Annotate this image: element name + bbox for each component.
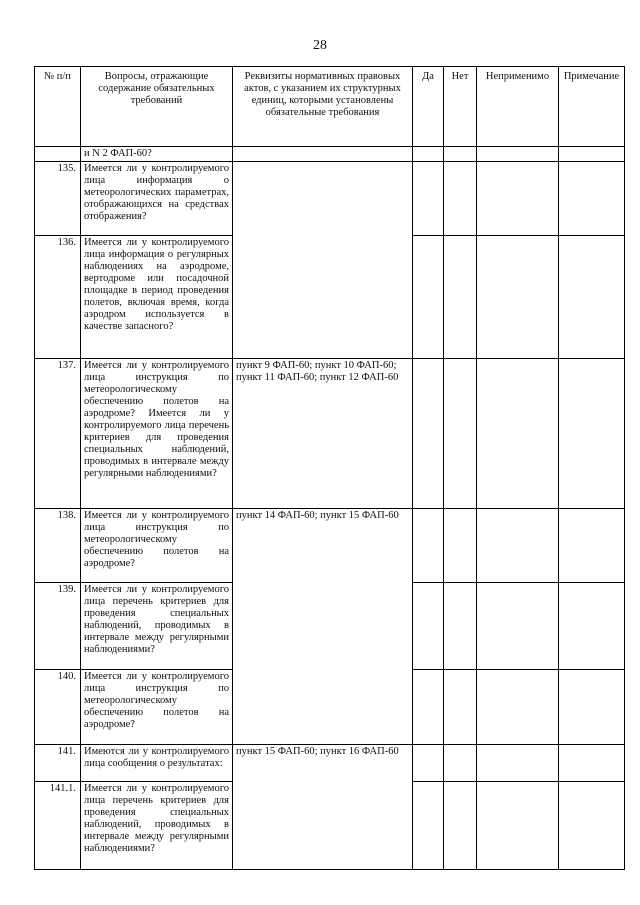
no-cell[interactable] — [444, 236, 477, 359]
no-cell[interactable] — [444, 509, 477, 583]
header-no: Нет — [444, 67, 477, 147]
no-cell[interactable] — [444, 359, 477, 509]
note-cell[interactable] — [559, 745, 625, 782]
yes-cell[interactable] — [413, 745, 444, 782]
row-question: Имеется ли у контролируемого лица инструкция по метеорологическому обеспечению полетов на аэродроме? — [81, 670, 233, 745]
yes-cell[interactable] — [413, 583, 444, 670]
yes-cell[interactable] — [413, 236, 444, 359]
row-requisites: пункт 14 ФАП-60; пункт 15 ФАП-60 — [233, 509, 413, 745]
header-number: № п/п — [35, 67, 81, 147]
table-row — [35, 745, 625, 782]
row-question: Имеется ли у контролируемого лица инструкция по метеорологическому обеспечению полетов на аэродроме? — [81, 509, 233, 583]
row-question: Имеется ли у контролируемого лица информация о регулярных наблюдениях на аэродроме, вертодроме или посадочной площадке в период проведения полетов, включая время, когда аэродром используется в качестве запасного? — [81, 236, 233, 359]
page-number: 28 — [313, 38, 327, 53]
row-number: 136. — [35, 236, 81, 359]
yes-cell[interactable] — [413, 162, 444, 236]
row-number: 139. — [35, 583, 81, 670]
row-number: 140. — [35, 670, 81, 745]
note-cell[interactable] — [559, 583, 625, 670]
row-question: Имеется ли у контролируемого лица информация о метеорологических параметрах, отображающихся на средствах отображения? — [81, 162, 233, 236]
yes-cell[interactable] — [413, 509, 444, 583]
note-cell[interactable] — [559, 162, 625, 236]
requirements-table — [34, 66, 625, 870]
note-cell[interactable] — [559, 509, 625, 583]
continuation-text: и N 2 ФАП-60? — [81, 147, 233, 162]
not-applicable-cell[interactable] — [477, 670, 559, 745]
row-question: Имеется ли у контролируемого лица перечень критериев для проведения специальных наблюдений, проводимых в интервале между регулярными наблюдениями? — [81, 782, 233, 870]
not-applicable-cell[interactable] — [477, 782, 559, 870]
no-cell[interactable] — [444, 583, 477, 670]
row-requisites: пункт 15 ФАП-60; пункт 16 ФАП-60 — [233, 745, 413, 870]
yes-cell[interactable] — [413, 782, 444, 870]
row-question: Имеется ли у контролируемого лица перечень критериев для проведения специальных наблюдений, проводимых в интервале между регулярными наблюдениями? — [81, 583, 233, 670]
not-applicable-cell[interactable] — [477, 509, 559, 583]
header-requisites: Реквизиты нормативных правовых актов, с указанием их структурных единиц, которыми установлены обязательные требования — [233, 67, 413, 147]
row-requisites — [233, 162, 413, 359]
header-not-applicable: Неприменимо — [477, 67, 559, 147]
row-number: 141.1. — [35, 782, 81, 870]
table-row — [35, 359, 625, 509]
yes-cell[interactable] — [413, 359, 444, 509]
not-applicable-cell[interactable] — [477, 745, 559, 782]
row-number: 138. — [35, 509, 81, 583]
row-question: Имеются ли у контролируемого лица сообщения о результатах: — [81, 745, 233, 782]
note-cell[interactable] — [559, 670, 625, 745]
table-row-continuation — [35, 147, 625, 162]
header-questions: Вопросы, отражающие содержание обязательных требований — [81, 67, 233, 147]
note-cell[interactable] — [559, 236, 625, 359]
not-applicable-cell[interactable] — [477, 236, 559, 359]
row-requisites: пункт 9 ФАП-60; пункт 10 ФАП-60; пункт 11 ФАП-60; пункт 12 ФАП-60 — [233, 359, 413, 509]
not-applicable-cell[interactable] — [477, 162, 559, 236]
not-applicable-cell[interactable] — [477, 359, 559, 509]
note-cell[interactable] — [559, 359, 625, 509]
row-number: 137. — [35, 359, 81, 509]
no-cell[interactable] — [444, 670, 477, 745]
table-header-row — [35, 67, 625, 147]
header-note: Примечание — [559, 67, 625, 147]
no-cell[interactable] — [444, 745, 477, 782]
row-number: 135. — [35, 162, 81, 236]
table-row — [35, 509, 625, 583]
row-number: 141. — [35, 745, 81, 782]
not-applicable-cell[interactable] — [477, 583, 559, 670]
no-cell[interactable] — [444, 782, 477, 870]
header-yes: Да — [413, 67, 444, 147]
table-row — [35, 162, 625, 236]
note-cell[interactable] — [559, 782, 625, 870]
row-question: Имеется ли у контролируемого лица инструкция по метеорологическому обеспечению полетов на аэродроме? Имеется ли у контролируемого лица перечень критериев для проведения специальных наблюдений, проводимых в интервале между регулярными наблюдениями? — [81, 359, 233, 509]
no-cell[interactable] — [444, 162, 477, 236]
yes-cell[interactable] — [413, 670, 444, 745]
